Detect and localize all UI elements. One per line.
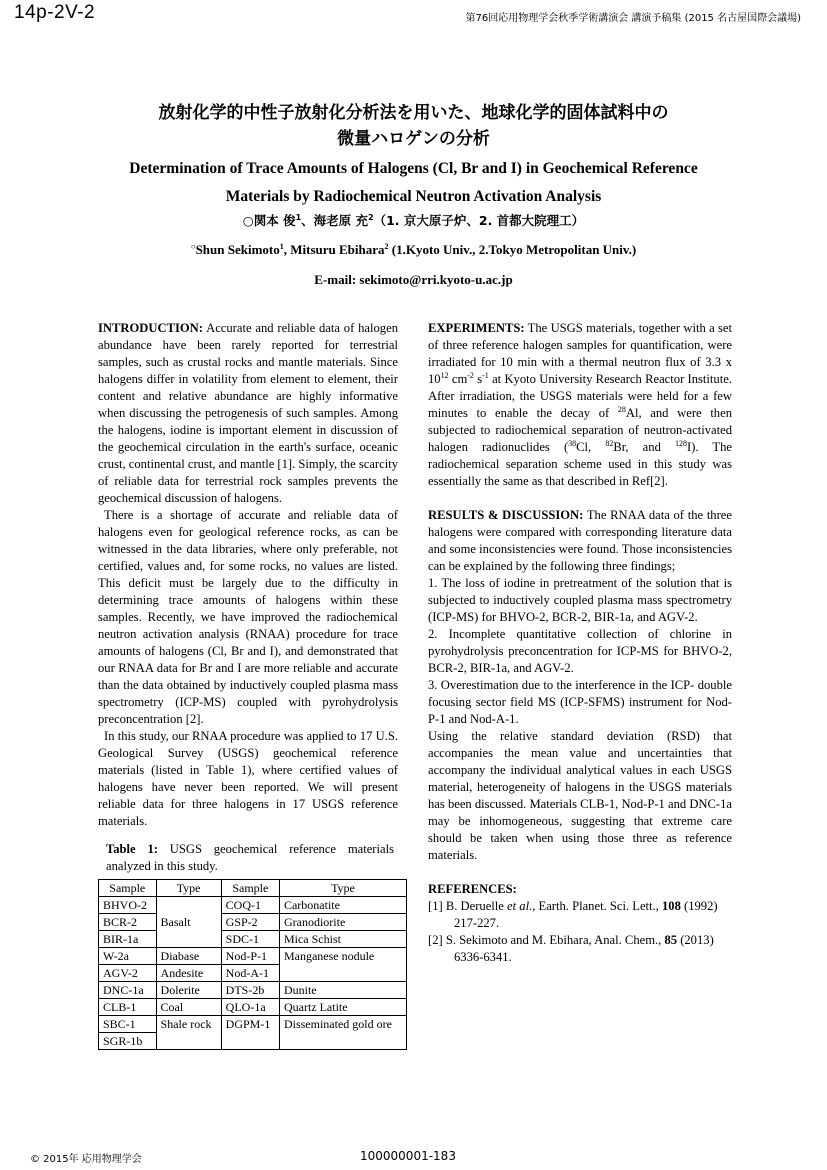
superscript: 28 bbox=[617, 405, 626, 414]
experiments-text: I). The radiochemical separation scheme used in this study was essentially the same as that described in Ref[2]. bbox=[428, 440, 733, 488]
experiments-text: Al, and were then subjected to radiochemical separation of neutron-activated halogen radionuclides ( bbox=[428, 406, 732, 454]
experiments-paragraph bbox=[428, 320, 732, 490]
reference-text: (1992) 217-227. bbox=[454, 899, 718, 930]
author-ja-affil-1: 1 bbox=[295, 213, 302, 222]
sample-cell: QLO-1a bbox=[221, 999, 279, 1016]
experiments-text: Cl, bbox=[576, 440, 606, 454]
title-japanese bbox=[60, 100, 767, 152]
table-header-row bbox=[99, 880, 407, 897]
reference-1 bbox=[428, 898, 732, 932]
introduction-heading: INTRODUCTION: bbox=[98, 321, 203, 335]
authors-english bbox=[0, 242, 827, 258]
superscript: 12 bbox=[440, 371, 449, 380]
reference-text: (2013) 6336-6341. bbox=[454, 933, 714, 964]
reference-text: [2] S. Sekimoto and M. Ebihara, Anal. Chem., bbox=[428, 933, 665, 947]
table-header: Sample bbox=[221, 880, 279, 897]
introduction-p3: In this study, our RNAA procedure was applied to 17 U.S. Geological Survey (USGS) geochemical reference materials (listed in Table 1), where certified values of halogens have never been reported. We will present reliable data for three halogens in 17 USGS reference materials. bbox=[98, 729, 398, 828]
sample-cell: Nod-A-1 bbox=[221, 965, 279, 982]
reference-2 bbox=[428, 932, 732, 966]
results-conclusion: Using the relative standard deviation (RSD) that accompanies the mean value and uncertainties that accompany the individual analytical values in each USGS material, heterogeneity of halogens in the USGS materials has been discussed. Materials CLB-1, Nod-P-1 and DNC-1a may be inhomogeneous, suggesting that extreme care should be taken when using those three as reference materials. bbox=[428, 729, 732, 862]
type-cell: Quartz Latite bbox=[279, 999, 406, 1016]
table-row bbox=[99, 897, 407, 914]
author-ja-2: 、海老原 充 bbox=[301, 213, 368, 228]
introduction-p2: There is a shortage of accurate and reliable data of halogens even for geological reference rocks, as can be witnessed in the data libraries, where only preferable, not certified, values and, for some rocks, no values are listed. This deficit must be largely due to the difficulty in determining trace amounts of halogens within these samples. Recently, we have improved the radiochemical neutron activation analysis (RNAA) procedure for trace amounts of halogens (Cl, Br and I), and demonstrated that our RNAA data for Br and I are more reliable and accurate than the data obtained by inductively coupled plasma mass spectrometry (ICP-MS) coupled with pyrohydrolysis preconcentration [2]. bbox=[98, 508, 398, 726]
table-label: Table 1: bbox=[106, 842, 158, 856]
type-cell: Andesite bbox=[156, 965, 221, 982]
introduction-p1-text: Accurate and reliable data of halogen abundance have been rarely reported for terrestrial samples, such as crustal rocks and mantle materials. Since halogens differ in volatility from element to element, their content and relative abundance are highly informative when discussing the petrogenesis of such samples. Among the halogens, iodine is important element in discussion of the geochemical circulation in the earth's surface, oceanic crust, continental crust, and mantle [1]. Simply, the scarcity of reliable data for terrestrial rock samples prevents the geochemical discussion of halogens. bbox=[98, 321, 398, 505]
experiments-text: Br, and bbox=[613, 440, 675, 454]
type-cell: Dolerite bbox=[156, 982, 221, 999]
results-intro bbox=[428, 507, 732, 575]
table-row bbox=[99, 948, 407, 965]
type-cell: Carbonatite bbox=[279, 897, 406, 914]
title-en-line1: Determination of Trace Amounts of Halogens (Cl, Br and I) in Geochemical Reference bbox=[129, 160, 698, 177]
contact-email: E-mail: sekimoto@rri.kyoto-u.ac.jp bbox=[314, 272, 513, 287]
sample-cell: SGR-1b bbox=[99, 1033, 157, 1050]
table-caption-text: USGS geochemical reference materials analyzed in this study. bbox=[106, 842, 394, 873]
finding-2: 2. Incomplete quantitative collection of chlorine in pyrohydrolysis preconcentration for ICP-MS for BHVO-2, BCR-2, BIR-1a, and AGV-2. bbox=[428, 627, 732, 675]
experiments-text: The USGS materials, together with a set of three reference halogen samples for quantification, were irradiated for 10 min with a thermal neutron flux of 3.3 x 10 bbox=[428, 321, 732, 386]
table-row bbox=[99, 914, 407, 931]
type-cell: Granodiorite bbox=[279, 914, 406, 931]
results-heading: RESULTS & DISCUSSION: bbox=[428, 508, 584, 522]
author-en-2: , Mitsuru Ebihara bbox=[283, 242, 385, 257]
reference-text: , Earth. Planet. Sci. Lett., bbox=[532, 899, 662, 913]
superscript: -1 bbox=[482, 371, 489, 380]
reference-text: et al. bbox=[507, 899, 533, 913]
type-cell: Dunite bbox=[279, 982, 406, 999]
table-header: Sample bbox=[99, 880, 157, 897]
sample-cell: BIR-1a bbox=[99, 931, 157, 948]
experiments-heading: EXPERIMENTS: bbox=[428, 321, 525, 335]
results-intro-text: The RNAA data of the three halogens were compared with corresponding literature data and some inconsistencies were found. Those inconsistencies can be explained by the following three findings; bbox=[428, 508, 732, 573]
reference-text: [1] B. Deruelle bbox=[428, 899, 508, 913]
right-column bbox=[428, 320, 732, 966]
authors-japanese bbox=[0, 211, 827, 229]
experiments-text: at Kyoto University Research Reactor Institute. After irradiation, the USGS materials were held for a few minutes to enable the decay of bbox=[428, 372, 732, 420]
sample-cell: GSP-2 bbox=[221, 914, 279, 931]
sample-cell: BCR-2 bbox=[99, 914, 157, 931]
author-en-affil-2: 2 bbox=[384, 242, 389, 251]
type-cell: Diabase bbox=[156, 948, 221, 965]
references-heading: REFERENCES: bbox=[428, 882, 517, 896]
author-en-1: Shun Sekimoto bbox=[195, 242, 280, 257]
sample-cell: BHVO-2 bbox=[99, 897, 157, 914]
type-cell: Mica Schist bbox=[279, 931, 406, 948]
author-ja-1: ○関本 俊 bbox=[242, 213, 296, 228]
title-en-line2: Materials by Radiochemical Neutron Activation Analysis bbox=[225, 188, 602, 205]
copyright-footer: © 2015年 応用物理学会 bbox=[30, 1154, 142, 1165]
superscript: -2 bbox=[467, 371, 474, 380]
conference-header: 第76回応用物理学会秋季学術講演会 講演予稿集 (2015 名古屋国際会議場) bbox=[465, 13, 801, 24]
type-cell: Basalt bbox=[156, 897, 221, 948]
type-cell: Disseminated gold ore bbox=[279, 1016, 406, 1050]
affiliation-en: (1.Kyoto Univ., 2.Tokyo Metropolitan Univ.) bbox=[388, 242, 637, 257]
page-id-footer: 100000001-183 bbox=[360, 1149, 456, 1163]
title-ja-line2: 微量ハロゲンの分析 bbox=[337, 129, 490, 149]
table-caption bbox=[106, 841, 394, 875]
table-row bbox=[99, 982, 407, 999]
superscript: 82 bbox=[605, 439, 614, 448]
superscript: 128 bbox=[675, 439, 687, 448]
author-en-affil-1: 1 bbox=[279, 242, 284, 251]
sample-cell: DTS-2b bbox=[221, 982, 279, 999]
experiments-text: s bbox=[473, 372, 483, 386]
sample-cell: Nod-P-1 bbox=[221, 948, 279, 965]
reference-materials-table bbox=[98, 879, 407, 1050]
finding-3: 3. Overestimation due to the interference in the ICP- double focusing sector field MS (ICP-SFMS) instrument for Nod-P-1 and Nod-A-1. bbox=[428, 678, 732, 726]
table-row bbox=[99, 999, 407, 1016]
type-cell: Coal bbox=[156, 999, 221, 1016]
session-code: 14p-2V-2 bbox=[14, 2, 96, 23]
references bbox=[428, 881, 732, 966]
table-row bbox=[99, 931, 407, 948]
sample-cell: DGPM-1 bbox=[221, 1016, 279, 1050]
sample-cell: COQ-1 bbox=[221, 897, 279, 914]
table-header: Type bbox=[279, 880, 406, 897]
table-row bbox=[99, 1016, 407, 1033]
presenter-mark: ○ bbox=[190, 242, 196, 251]
table-header: Type bbox=[156, 880, 221, 897]
introduction-p1 bbox=[98, 320, 398, 507]
experiments-text: cm bbox=[448, 372, 468, 386]
sample-cell: CLB-1 bbox=[99, 999, 157, 1016]
sample-cell: SDC-1 bbox=[221, 931, 279, 948]
reference-volume: 85 bbox=[664, 933, 678, 947]
affiliation-ja: （1. 京大原子炉、2. 首都大院理工） bbox=[373, 213, 585, 228]
sample-cell: SBC-1 bbox=[99, 1016, 157, 1033]
author-ja-affil-2: 2 bbox=[368, 213, 374, 222]
type-cell: Manganese nodule bbox=[279, 948, 406, 982]
reference-volume: 108 bbox=[661, 899, 681, 913]
sample-cell: AGV-2 bbox=[99, 965, 157, 982]
sample-cell: DNC-1a bbox=[99, 982, 157, 999]
left-column bbox=[98, 320, 398, 1050]
type-cell: Shale rock bbox=[156, 1016, 221, 1050]
title-ja-line1: 放射化学的中性子放射化分析法を用いた、地球化学的固体試料中の bbox=[158, 103, 669, 123]
finding-1: 1. The loss of iodine in pretreatment of the solution that is subjected to inductively coupled plasma mass spectrometry (ICP-MS) for BHVO-2, BCR-2, BIR-1a, and AGV-2. bbox=[428, 576, 732, 624]
superscript: 38 bbox=[568, 439, 577, 448]
sample-cell: W-2a bbox=[99, 948, 157, 965]
title-english bbox=[60, 155, 767, 211]
